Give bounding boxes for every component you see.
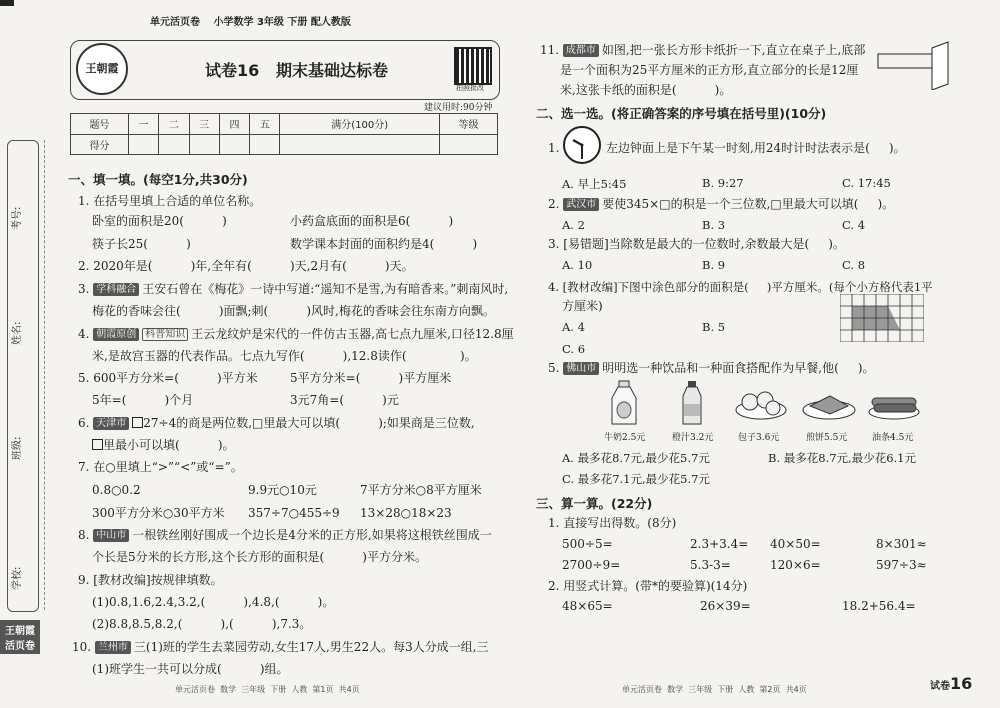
- r-q3-option-b[interactable]: B. 9: [702, 258, 726, 272]
- r-c1-r1c4: 8×301≈: [876, 537, 927, 551]
- q8-line1: 8. 中山市 一根铁丝刚好围成一个边长是4分米的正方形,如果将这根铁丝围成一: [78, 528, 492, 542]
- r-q11-line1: 11. 成都市 如图,把一张长方形卡纸折一下,直立在桌子上,底部: [540, 43, 866, 57]
- q6-box-2: [92, 439, 103, 450]
- r-c1-stem: 1. 直接写出得数。(8分): [548, 516, 677, 530]
- q1c: 筷子长25( ): [92, 237, 191, 251]
- top-left-marks: [0, 0, 14, 6]
- q6-line2: [92, 437, 235, 453]
- q10-tag: 兰州市: [95, 641, 131, 654]
- q4-line1: 4. 朝霞原创 科普知识 王云龙纹炉是宋代的一件仿古玉器,高七点九厘米,口径12.8厘: [78, 327, 514, 341]
- r-c1-r1c1: 500÷5=: [562, 537, 613, 551]
- q3-tag: 学科融合: [93, 283, 139, 296]
- page-badge-number: 16: [950, 674, 973, 693]
- q4-tag-science: 科普知识: [142, 328, 188, 341]
- folded-card-figure: [876, 40, 960, 90]
- q4-line2: 米,是故宫玉器的代表作品。七点九写作( ),12.8读作( )。: [92, 349, 477, 363]
- q7-r2c3: 13×28○18×23: [360, 506, 452, 520]
- header-series: 单元活页卷: [150, 17, 200, 28]
- q7-r1c3: 7平方分米○8平方厘米: [360, 483, 482, 497]
- q3-text-a: 王安石曾在《梅花》一诗中写道:“遥知不是雪,为有暗香来。”刺南风时,: [142, 282, 509, 296]
- r-q2-text: 要使345×□的积是一个三位数,□里最大可以填( )。: [602, 197, 895, 211]
- q9b: (2)8.8,8.5,8.2,( ),( ),7.3。: [92, 617, 312, 631]
- r-q2-option-b[interactable]: B. 3: [702, 218, 726, 232]
- logo-text: 王朝霞: [85, 62, 119, 75]
- r-q5-option-a[interactable]: A. 最多花8.7元,最少花5.7元: [562, 451, 710, 465]
- q1-stem: 1. 在括号里填上合适的单位名称。: [78, 194, 262, 208]
- score-cell[interactable]: [159, 134, 189, 155]
- r-q5-tag: 佛山市: [563, 362, 599, 375]
- score-header-cell: 等级: [440, 114, 498, 135]
- q10-line1: 10. 兰州市 三(1)班的学生去菜园劳动,女生17人,男生22人。每3人分成一组,三: [72, 640, 489, 654]
- r-q1-text: 左边钟面上是下午某一时刻,用24时计时法表示是( )。: [606, 141, 906, 155]
- r-c1-r2c1: 2700÷9=: [562, 558, 621, 572]
- q1b: 小药盒底面的面积是6( ): [290, 214, 454, 228]
- q1d: 数学课本封面的面积约是4( ): [290, 237, 478, 251]
- r-c2-r1c3: 18.2+56.4=: [842, 599, 916, 613]
- score-header-cell: 二: [159, 114, 189, 135]
- q8-tag: 中山市: [93, 529, 129, 542]
- food-label-steamed-bun: 包子3.6元: [738, 433, 780, 443]
- section-2-heading: 二、选一选。(将正确答案的序号填在括号里)(10分): [536, 106, 827, 121]
- score-header-cell: 五: [250, 114, 280, 135]
- orange-juice-bottle-icon: [681, 380, 703, 426]
- q5a2: 5平方分米=( )平方厘米: [290, 371, 452, 385]
- q7-r1c1: 0.8○0.2: [92, 483, 141, 497]
- r-q4-option-a[interactable]: A. 4: [562, 320, 585, 334]
- sidebar-field-class: 班级:: [12, 436, 23, 460]
- q10-line2: (1)班学生一共可以分成( )组。: [92, 662, 289, 676]
- q2: 2. 2020年是( )年,全年有( )天,2月有( )天。: [78, 259, 414, 273]
- sidebar-field-school: 学校:: [12, 566, 23, 590]
- score-cell[interactable]: [189, 134, 219, 155]
- q7-r2c2: 357÷7○455÷9: [248, 506, 340, 520]
- r-c2-r1c1: 48×65=: [562, 599, 613, 613]
- score-cell[interactable]: [440, 134, 498, 155]
- score-cell[interactable]: [280, 134, 440, 155]
- q6-tag: 天津市: [93, 417, 129, 430]
- q6-text-b: 里最小可以填( )。: [103, 438, 235, 452]
- r-c2-r1c2: 26×39=: [700, 599, 751, 613]
- r-q4-line1: 4. [教材改编]下图中涂色部分的面积是( )平方厘米。(每个小方格代表1平: [548, 280, 933, 294]
- q3-line1: 3. 学科融合 王安石曾在《梅花》一诗中写道:“遥知不是雪,为有暗香来。”刺南风时,: [78, 282, 509, 296]
- score-cell[interactable]: [250, 134, 280, 155]
- page-title: 试卷16 期末基础达标卷: [205, 61, 388, 80]
- page-badge-label: 试卷: [930, 681, 950, 692]
- r-c1-r2c2: 5.3-3=: [690, 558, 731, 572]
- qr-label: 拍照批改: [456, 84, 484, 92]
- qr-code: [454, 47, 492, 85]
- r-q11-text-a: 如图,把一张长方形卡纸折一下,直立在桌子上,底部: [601, 43, 866, 57]
- steamed-buns-icon: [735, 388, 787, 420]
- score-cell[interactable]: [219, 134, 249, 155]
- r-q5-line: 5. 佛山市 明明选一种饮品和一种面食搭配作为早餐,他( )。: [548, 361, 875, 375]
- score-header-cell: 题号: [71, 114, 129, 135]
- q5b2: 3元7角=( )元: [290, 393, 399, 407]
- r-q5-option-c[interactable]: C. 最多花7.1元,最少花5.7元: [562, 472, 710, 486]
- r-q11-line3: 米,这张卡纸的面积是( )。: [560, 83, 732, 97]
- section-3-heading: 三、算一算。(22分): [536, 496, 653, 511]
- section-1-heading: 一、填一填。(每空1分,共30分): [68, 172, 248, 187]
- r-c1-r1c2: 2.3+3.4=: [690, 537, 749, 551]
- score-table: [70, 113, 498, 155]
- time-hint: 建议用时:90分钟: [424, 103, 493, 113]
- score-header-cell: 一: [128, 114, 158, 135]
- r-q2-option-c[interactable]: C. 4: [842, 218, 866, 232]
- r-q5-option-b[interactable]: B. 最多花8.7元,最少花6.1元: [768, 451, 916, 465]
- q6-text-a: 27÷4的商是两位数,□里最大可以填( );如果商是三位数,: [143, 416, 475, 430]
- r-q3-option-a[interactable]: A. 10: [562, 258, 593, 272]
- r-q2-tag: 武汉市: [563, 198, 599, 211]
- r-q4-option-b[interactable]: B. 5: [702, 320, 726, 334]
- score-header-cell: 满分(100分): [280, 114, 440, 135]
- score-row-label: 得分: [71, 134, 129, 155]
- sidebar-dashed-line: [44, 140, 45, 610]
- r-q3-text: [易错题]当除数是最大的一位数时,余数最大是( )。: [563, 237, 845, 251]
- food-label-orange-juice: 橙汁3.2元: [672, 433, 714, 443]
- r-c1-r2c3: 120×6=: [770, 558, 821, 572]
- q6-line1: 6. 天津市 27÷4的商是两位数,□里最大可以填( );如果商是三位数,: [78, 416, 475, 430]
- q7-stem: 7. 在○里填上“>”“<”或“=”。: [78, 460, 243, 474]
- q7-r2c1: 300平方分米○30平方米: [92, 506, 225, 520]
- r-q11-line2: 是一个面积为25平方厘米的正方形,直立部分的长是12厘: [560, 63, 859, 77]
- q5b1: 5年=( )个月: [92, 393, 194, 407]
- q3-line2: 梅花的香味会往( )面飘;刺( )风时,梅花的香味会往东南方向飘。: [92, 304, 495, 318]
- score-cell[interactable]: [128, 134, 158, 155]
- header-bar: [150, 13, 351, 28]
- food-label-pancake: 煎饼5.5元: [806, 433, 848, 443]
- r-q1-option-a[interactable]: A. 早上5:45: [562, 177, 627, 191]
- r-q3-line: 3. [易错题]当除数是最大的一位数时,余数最大是( )。: [548, 237, 845, 251]
- q6-box: [132, 417, 143, 428]
- r-q4-text-a: [教材改编]下图中涂色部分的面积是( )平方厘米。(每个小方格代表1平: [562, 280, 933, 294]
- sidebar-field-exam-no: 考号:: [12, 206, 23, 230]
- r-q1-option-c[interactable]: C. 17:45: [842, 176, 891, 190]
- sidebar-brand-name: 王朝霞: [5, 626, 35, 637]
- sidebar-field-name: 姓名:: [12, 321, 23, 345]
- q4-tag-original: 朝霞原创: [93, 328, 139, 341]
- r-q5-text: 明明选一种饮品和一种面食搭配作为早餐,他( )。: [602, 361, 875, 375]
- q7-r1c2: 9.9元○10元: [248, 483, 317, 497]
- r-c1-r2c4: 597÷3≈: [876, 558, 927, 572]
- r-q2-line: 2. 武汉市 要使345×□的积是一个三位数,□里最大可以填( )。: [548, 197, 895, 211]
- r-q2-option-a[interactable]: A. 2: [562, 218, 585, 232]
- q1a: 卧室的面积是20( ): [92, 214, 227, 228]
- q9-stem: 9. [教材改编]按规律填数。: [78, 573, 223, 587]
- q4-text-a: 王云龙纹炉是宋代的一件仿古玉器,高七点九厘米,口径12.8厘: [191, 327, 514, 341]
- r-q1-option-b[interactable]: B. 9:27: [702, 176, 744, 190]
- r-q1-number: 1.: [548, 141, 560, 155]
- logo: [76, 43, 128, 95]
- r-q11-tag: 成都市: [563, 44, 599, 57]
- q9a: (1)0.8,1.6,2.4,3.2,( ),4.8,( )。: [92, 595, 335, 609]
- page-badge: [930, 674, 972, 693]
- q8-text-a: 一根铁丝刚好围成一个边长是4分米的正方形,如果将这根铁丝围成一: [132, 528, 492, 542]
- q8-line2: 个长是5分米的长方形,这个长方形的面积是( )平方分米。: [92, 550, 427, 564]
- score-header-cell: 三: [189, 114, 219, 135]
- pancake-icon: [802, 390, 856, 420]
- right-footer: 单元活页卷 数学 三年级 下册 人教 第2页 共4页: [622, 685, 807, 694]
- food-label-fried-dough: 油条4.5元: [872, 433, 914, 443]
- milk-bottle-icon: [610, 380, 638, 426]
- r-c1-r1c3: 40×50=: [770, 537, 821, 551]
- left-footer: 单元活页卷 数学 三年级 下册 人教 第1页 共4页: [175, 685, 360, 694]
- r-q4-option-c[interactable]: C. 6: [562, 342, 586, 356]
- shaded-grid-figure: [840, 294, 924, 342]
- sidebar-brand: [0, 620, 40, 654]
- fried-dough-sticks-icon: [868, 390, 920, 420]
- q10-text-a: 三(1)班的学生去菜园劳动,女生17人,男生22人。每3人分成一组,三: [133, 640, 489, 654]
- food-label-milk: 牛奶2.5元: [604, 433, 646, 443]
- r-c2-stem: 2. 用竖式计算。(带*的要验算)(14分): [548, 579, 748, 593]
- clock-face-figure: [562, 125, 602, 165]
- r-q3-option-c[interactable]: C. 8: [842, 258, 866, 272]
- header-subject: 小学数学 3年级 下册 配人教版: [213, 17, 351, 28]
- sidebar-brand-sub: 活页卷: [5, 641, 35, 652]
- score-header-cell: 四: [219, 114, 249, 135]
- r-q4-line2: 方厘米): [562, 299, 603, 313]
- q5a1: 5. 600平方分米=( )平方米: [78, 371, 258, 385]
